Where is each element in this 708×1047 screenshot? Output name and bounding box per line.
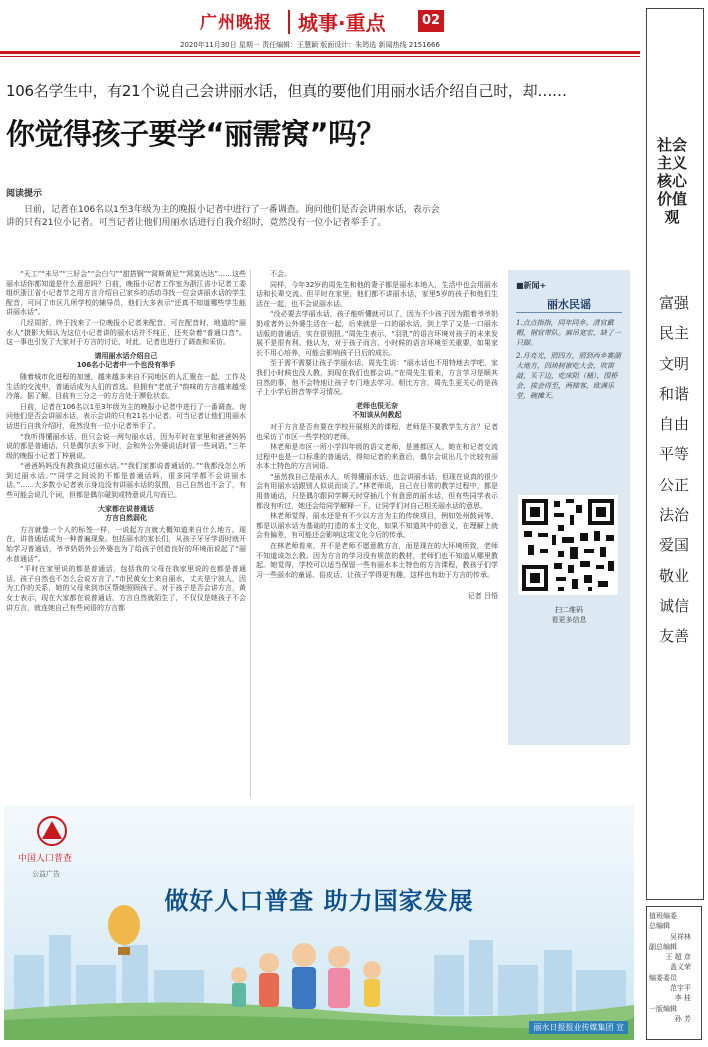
section-name: 城事·重点 — [298, 11, 386, 35]
paragraph: “天工”“未尽”“三好会”“会白勺”“甜搭钢”“窝斯黄尼”“窝莫达达”……这些丽水话你都知道是什么意思吗？日前，晚报小记者工作室为浙江省小记者工委组织浙江省小记者节之用方言介绍自己家乡的活动寻找一位会讲丽水话的学生配音，可问了市区几所学校的辅导员，他们大多表示“还真不知道哪些学生能讲丽水话”。 — [6, 270, 246, 317]
ad-credit: 丽水日报报业传媒集团 宣 — [529, 1021, 628, 1034]
rhyme-item: 1.点点指指，同年同乡。清官戴帽，钢官带队。麻吊宽宏，缺了一只脚。 — [516, 319, 621, 347]
paragraph: “我听得懂丽水话，但只会说一两句丽水话，因为平时在家里和爸爸妈妈说的都是普通话，只是偶尔去乡下时，会和外公外婆说话时冒一些词语。”三年级的晚报小记者丁梓晨说。 — [6, 432, 246, 460]
ad-org-name: 中国人口普查 — [18, 854, 73, 864]
article-column-1 — [6, 270, 246, 614]
subheading: 请用丽水话介绍自己 106名小记者中一个也没有举手 — [76, 351, 176, 370]
header-rule — [0, 51, 640, 54]
article-title: 你觉得孩子要学“丽需窝”吗？ — [6, 117, 386, 151]
sidebox-rule — [516, 312, 622, 313]
ad-slogan: 做好人口普查 助力国家发展 — [164, 887, 474, 915]
folk-rhymes — [516, 318, 622, 404]
core-value: 和谐 — [658, 384, 689, 403]
news-plus-box — [508, 270, 630, 745]
core-value: 富强 — [658, 294, 689, 312]
paragraph: “虽然我自己是丽水人，听得懂丽水话，也会讲丽水话，但现在说真的很少会有用丽水话跟别人似说而谈了。”林老师说，自己在日常的教学过程中，都是用普通话，只是偶尔跟同学聊天时穿插几个有意思的丽水话，但有些同学表示都没有听过，她还会给同学解释一下，让同学们对自己相关丽水话的意思。 — [256, 472, 498, 510]
lead-paragraph: 日前，记者在106名以1至3年级为主的晚报小记者中进行了一番调查。询问他们是否会讲丽水话，表示会讲的只有21位小记者。可当记者让他们用丽水话进行自我介绍时，竟然没有一位小记者举手了。 — [6, 205, 440, 228]
paragraph: 林老师觉得，丽水还是有不少以方言为主的传统项目，例如处州鼓词等，都是以丽水话为基础的打造的本土文化，如果不知道其中的意义，在理解上就会有偏差，有可能还会影响这项文化今后的传承。 — [256, 512, 498, 540]
paragraph: 日前，记者在106名以1至3年级为主的晚报小记者中进行了一番调查。询问他们是否会讲丽水话，表示会讲的只有21名小记者。可当记者让他们用丽水话进行自我介绍时，竟然没有一位小记者举手了。 — [6, 402, 246, 430]
masthead-divider — [288, 10, 290, 34]
paragraph: 随着城市化进程的加速，越来越多来自不同地区的人汇聚在一起，工作及生活的交流中，普通话成为人们的首选。但拥有“老底子”韵味的方言越来越受冷落。据了解，目前有三分之一的方言处于濒危状态。 — [6, 372, 246, 401]
core-value: 爱国 — [658, 536, 689, 555]
paragraph: 对于方言是否有要在学校开展相关的课程，老师是不要教学生方言？记者也采访了市区一些学校的老师。 — [256, 422, 498, 441]
paper-name: 广州晚报 — [200, 13, 272, 33]
staff-role: 一版编辑 — [649, 1004, 677, 1013]
core-values-heading: 社会主义核心价值观 — [656, 136, 687, 226]
paragraph: 几经周折，终于找来了一位晚报小记者来配音，可在配音时，地道的“丽水人”摄影大师认为这位小记者讲的丽水话并不纯正，还夹杂着“普通口音”。这一事也引发了大家对于方言的讨论，对此，记者也进行了调查和采访。 — [6, 318, 246, 347]
staff-credits — [646, 906, 702, 1040]
paragraph: 至于需不需要让孩子学丽水话，周先生说：“丽水话也不用特地去学吧，家我们小时候也没人教，到现在我们也都会讲。”在周先生看来，方言学习是顺其自然的事，他不会特地让孩子专门地去学习。相比方言，周先生更关心的是孩子上小学后拼音等学习情况。 — [256, 359, 498, 397]
staff-name: 王 超 彦 — [665, 953, 691, 962]
rhyme-item: 2.月亮光，照四方，照到西乡赛湖大地方，四块树嵌吃大会，吹笛敲，买干边，吃床阻（桶），围桥会，挨会得至，两梯客，欧满乐堂，碗摊天。 — [516, 352, 621, 400]
article-subtitle: 106名学生中，有21个说自己会讲丽水话，但真的要他们用丽水话介绍自己时，却…… — [6, 82, 567, 100]
header-rule-thin — [0, 56, 640, 57]
core-value: 敬业 — [658, 566, 689, 585]
core-value: 民主 — [658, 324, 689, 343]
paragraph: 同样，今年32岁的周先生和他的妻子都是丽水本地人，生活中也会用丽水话和长辈交流。但平时在家里，他们都不讲丽水话，家里5岁的孩子和他们生活在一起，也不会说丽水话。 — [256, 280, 498, 308]
paragraph: 林老师是市区一所小学四年级的语文老师，是莲都区人。她在和记者交流过程中也是一口标准的普通话，得知记者的来意后，偶尔会说出几个比较有丽水本土特色的方言词语。 — [256, 443, 498, 471]
paragraph: “爸爸妈妈没有教我说过丽水话。”“我们家都说普通话的。”“我都没怎么听到过丽水话。”“同学之间说的不都是普通话吗，很多同学都不会讲丽水话。”……大多数小记者表示身边没有讲丽水话的氛围，自己自然也不会了，有些可能会说几个词，但都是偶尔碰到或特意说几句而已。 — [6, 462, 246, 500]
core-value: 文明 — [658, 354, 689, 373]
core-values-list — [648, 288, 700, 652]
staff-name: 孙 芳 — [674, 1014, 691, 1023]
core-value: 友善 — [658, 627, 689, 646]
core-value: 法治 — [658, 506, 689, 525]
subheading: 老师也很无奈 不知该从何教起 — [352, 401, 402, 420]
byline: 记者 吕悟 — [467, 592, 498, 601]
subheading: 大家都在说普通话 方言自然弱化 — [98, 504, 154, 523]
qr-caption: 扫二维码 看更多信息 — [551, 606, 587, 624]
census-public-ad — [4, 805, 634, 1040]
staff-role: 总编辑 — [649, 922, 670, 931]
ad-type: 公益广告 — [32, 870, 60, 878]
paragraph: “没必要去学丽水话，孩子能听懂就可以了，因为不少孩子因为跟着爷爷奶奶或者外公外婆生活在一起，后来就是一口的丽水话，到上学了又是一口丽水话版的普通话，实在很别扭。”周先生表示，“羽乳”的语言环境对孩子的未来发展不是很有利。他认为，对于孩子而言，小时候的语言环境至关重要，如果家长不用心培养，可能会影响孩子日后的成长。 — [256, 310, 498, 357]
sidebox-label: ■新闻+ — [516, 281, 547, 290]
staff-name: 范宇平 — [670, 984, 691, 993]
core-value: 平等 — [658, 445, 689, 464]
staff-role: 副总编辑 — [649, 942, 677, 951]
staff-name: 吴祥林 — [670, 932, 691, 941]
core-value: 自由 — [658, 415, 689, 434]
lead-label: 阅读提示 — [6, 189, 43, 199]
staff-name: 盖义荣 — [670, 963, 691, 972]
column-divider — [250, 270, 251, 798]
masthead — [200, 6, 460, 36]
paragraph: 在林老师看来，并不是老师不愿意教方言，而是现在的大环境所致，老师不知道该怎么教。因为方言的学习没有规范的教材，老师们也不知道从哪里教起。她觉得，学校可以适当保留一些有丽水本土特色的方言课程，教孩子们学习一些丽水的童谣、俗皮话，让孩子学得更有趣，这样也有助于方言的传承。 — [256, 542, 498, 579]
staff-role: 值班编委 — [649, 912, 677, 920]
paragraph: 方言就像一个人的标签一样，一说起方言就大概知道来自什么地方。现在，讲普通话成为一种普遍现象。包括丽水的家长们，从孩子牙牙学语时就开始学习普通话，爷爷奶奶外公外婆也为了给孩子创造良好的环境而说起了“丽水普通话”。 — [6, 525, 246, 563]
staff-name: 李 桂 — [674, 994, 691, 1003]
core-value: 公正 — [658, 475, 689, 494]
staff-role: 编委委员 — [649, 973, 677, 982]
ad-illustration — [4, 805, 634, 1040]
qr-code-icon[interactable] — [518, 495, 618, 595]
paragraph: 不会。 — [270, 270, 291, 278]
sidebox-title: 丽水民谣 — [547, 298, 591, 311]
page-number: 02 — [418, 10, 444, 32]
paragraph: “平时在家里说的都是普通话，包括我的父母在我家里说的也都是普通话，孩子自然也不怎么会说方言了。”市民黄女士来自丽水，丈夫是宁波人，因为工作的关系，她的父母来到市区帮她照顾孩子。对于孩子是否会讲方言，黄女士表示，现在大家都在说普通话，方言自然就陌生了，不仅仅是她孩子不会讲方言，就连她自己有些词语的方言都 — [6, 565, 246, 612]
article-column-2 — [256, 270, 498, 603]
core-value: 诚信 — [658, 596, 689, 615]
dateline: 2020年11月30日 星期一 责任编辑：王慧颖 版面设计：朱筠选 新闻热线 2151666 — [180, 41, 440, 49]
